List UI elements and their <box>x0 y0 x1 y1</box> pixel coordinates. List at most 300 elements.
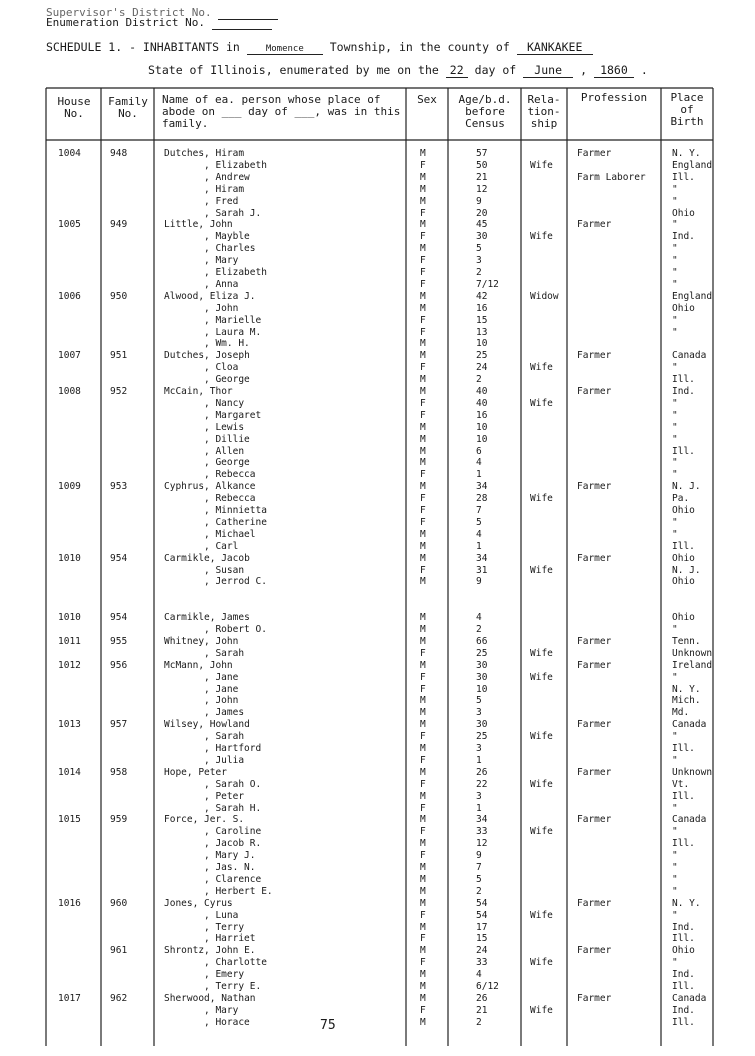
col-header-relationship: Rela- tion- ship <box>527 93 561 130</box>
birthplace-value: Ill. <box>672 540 695 552</box>
sex-value: M <box>420 981 426 992</box>
table-row <box>0 803 755 815</box>
sex-value: F <box>420 326 426 338</box>
person-name: , Rebecca <box>204 469 256 481</box>
profession-value: Farmer <box>577 659 612 671</box>
birthplace-value: Ind. <box>672 231 695 243</box>
age-value: 9 <box>476 850 482 862</box>
family-number: 950 <box>110 290 128 302</box>
person-name: , Harriet <box>204 933 256 945</box>
age-value: 12 <box>476 183 488 195</box>
age-value: 4 <box>476 457 482 469</box>
age-value: 7 <box>476 505 482 516</box>
table-row <box>0 457 755 469</box>
col-header-name: Name of ea. person whose place of abode on ___ day of ___, was in this family. <box>162 93 401 130</box>
table-row <box>0 684 755 696</box>
age-value: 7/12 <box>476 278 499 290</box>
sex-value: F <box>420 362 426 374</box>
age-value: 16 <box>476 302 488 314</box>
table-row <box>0 184 755 196</box>
sex-value: F <box>420 159 426 171</box>
age-value: 28 <box>476 493 488 505</box>
relationship-value: Wife <box>530 159 553 171</box>
table-row <box>0 791 755 803</box>
person-name: , Marielle <box>204 314 262 326</box>
relationship-value: Wife <box>530 826 553 838</box>
birthplace-value: Ill. <box>672 445 695 457</box>
family-number: 962 <box>110 992 128 1004</box>
birthplace-value: N. Y. <box>672 148 701 159</box>
sex-value: M <box>420 969 426 981</box>
table-row <box>0 374 755 386</box>
birthplace-value: Ohio <box>672 576 695 588</box>
person-name: Sherwood, Nathan <box>164 992 256 1004</box>
age-value: 12 <box>476 838 488 850</box>
supervisor-label: Supervisor's District No. <box>46 6 212 19</box>
age-value: 45 <box>476 219 488 231</box>
person-name: , Jane <box>204 683 239 695</box>
house-number: 1004 <box>58 148 81 159</box>
sex-value: F <box>420 397 426 409</box>
age-value: 9 <box>476 195 482 207</box>
relationship-value: Wife <box>530 231 553 243</box>
birthplace-value: " <box>672 624 678 635</box>
sex-value: M <box>420 421 426 433</box>
table-row <box>0 243 755 255</box>
table-row <box>0 767 755 779</box>
person-name: Hope, Peter <box>164 766 227 778</box>
person-name: , Robert O. <box>204 624 267 635</box>
table-row <box>0 315 755 327</box>
age-value: 2 <box>476 267 482 278</box>
age-value: 3 <box>476 707 482 719</box>
table-row <box>0 469 755 481</box>
year-value: 1860 <box>594 63 634 78</box>
relationship-value: Wife <box>530 778 553 790</box>
birthplace-value: " <box>672 183 678 195</box>
age-value: 5 <box>476 873 482 885</box>
table-row <box>0 695 755 707</box>
sex-value: M <box>420 540 426 552</box>
col-header-sex: Sex <box>417 93 437 106</box>
age-value: 7 <box>476 862 482 873</box>
enumeration-label: Enumeration District No. <box>46 16 205 29</box>
sex-value: M <box>420 302 426 314</box>
profession-value: Farmer <box>577 897 612 909</box>
profession-value: Farmer <box>577 635 612 647</box>
sex-value: M <box>420 528 426 540</box>
birthplace-value: Ohio <box>672 612 695 624</box>
sex-value: F <box>420 731 426 743</box>
age-value: 20 <box>476 207 488 219</box>
table-row <box>0 945 755 957</box>
house-number: 1005 <box>58 219 81 231</box>
table-row <box>0 826 755 838</box>
sex-value: M <box>420 290 426 302</box>
birthplace-value: Ohio <box>672 945 695 957</box>
sex-value: F <box>420 778 426 790</box>
age-value: 2 <box>476 885 482 897</box>
birthplace-value: " <box>672 671 678 683</box>
family-number: 954 <box>110 612 128 624</box>
person-name: , Charles <box>204 243 256 255</box>
birthplace-value: Canada <box>672 814 707 826</box>
township-suffix: Township, in the county of <box>329 40 510 54</box>
birthplace-value: Ill. <box>672 1016 695 1028</box>
person-name: Wilsey, Howland <box>164 719 250 731</box>
person-name: , Dillie <box>204 433 250 445</box>
table-row <box>0 624 755 636</box>
person-name: , Susan <box>204 564 245 576</box>
table-row <box>0 279 755 291</box>
table-row <box>0 160 755 172</box>
sex-value: F <box>420 671 426 683</box>
family-number: 958 <box>110 766 128 778</box>
table-row <box>0 648 755 660</box>
table-row <box>0 1005 755 1017</box>
person-name: , Sarah H. <box>204 802 262 814</box>
sex-value: M <box>420 885 426 897</box>
age-value: 10 <box>476 421 488 433</box>
house-number: 1006 <box>58 290 81 302</box>
age-value: 21 <box>476 171 488 183</box>
birthplace-value: " <box>672 528 678 540</box>
person-name: , Clarence <box>204 873 262 885</box>
sex-value: M <box>420 183 426 195</box>
birthplace-value: " <box>672 850 678 862</box>
sex-value: M <box>420 552 426 564</box>
sex-value: M <box>420 814 426 826</box>
person-name: Dutches, Hiram <box>164 148 245 159</box>
age-value: 42 <box>476 290 488 302</box>
sex-value: M <box>420 433 426 445</box>
state-line: State of Illinois, enumerated by me on the 22 day of June , 1860 . <box>148 63 648 77</box>
age-value: 30 <box>476 231 488 243</box>
table-row <box>0 338 755 350</box>
birthplace-value: " <box>672 255 678 267</box>
table-row <box>0 196 755 208</box>
age-value: 40 <box>476 397 488 409</box>
table-row <box>0 755 755 767</box>
sex-value: M <box>420 219 426 231</box>
person-name: , John <box>204 695 239 707</box>
table-row <box>0 505 755 517</box>
age-value: 54 <box>476 909 488 921</box>
person-name: , Elizabeth <box>204 267 267 278</box>
person-name: Carmikle, Jacob <box>164 552 250 564</box>
birthplace-value: N. J. <box>672 564 701 576</box>
sex-value: F <box>420 564 426 576</box>
person-name: Shrontz, John E. <box>164 945 256 957</box>
person-name: Force, Jer. S. <box>164 814 245 826</box>
house-number: 1007 <box>58 350 81 362</box>
table-row <box>0 208 755 220</box>
relationship-value: Wife <box>530 362 553 374</box>
birthplace-value: N. Y. <box>672 897 701 909</box>
table-row <box>0 517 755 529</box>
age-value: 25 <box>476 647 488 659</box>
sex-value: M <box>420 338 426 350</box>
relationship-value: Wife <box>530 397 553 409</box>
table-row <box>0 481 755 493</box>
age-value: 40 <box>476 386 488 397</box>
birthplace-value: " <box>672 433 678 445</box>
person-name: , Allen <box>204 445 245 457</box>
birthplace-value: " <box>672 862 678 873</box>
age-value: 22 <box>476 778 488 790</box>
age-value: 33 <box>476 957 488 969</box>
profession-value: Farmer <box>577 350 612 362</box>
table-row <box>0 1017 755 1029</box>
person-name: , Fred <box>204 195 239 207</box>
family-number: 959 <box>110 814 128 826</box>
age-value: 54 <box>476 897 488 909</box>
person-name: , Wm. H. <box>204 338 250 350</box>
table-row <box>0 588 755 600</box>
person-name: , Jas. N. <box>204 862 256 873</box>
age-value: 9 <box>476 576 482 588</box>
person-name: , Herbert E. <box>204 885 273 897</box>
profession-value: Farmer <box>577 148 612 159</box>
family-number: 951 <box>110 350 128 362</box>
age-value: 34 <box>476 481 488 493</box>
table-row <box>0 398 755 410</box>
family-number: 952 <box>110 386 128 397</box>
table-row <box>0 255 755 267</box>
birthplace-value: " <box>672 243 678 255</box>
sex-value: M <box>420 576 426 588</box>
person-name: , Sarah <box>204 647 245 659</box>
sex-value: F <box>420 267 426 278</box>
profession-value: Farmer <box>577 219 612 231</box>
person-name: , Charlotte <box>204 957 267 969</box>
birthplace-value: " <box>672 957 678 969</box>
person-name: , Peter <box>204 790 245 802</box>
profession-value: Farmer <box>577 481 612 493</box>
person-name: , Lewis <box>204 421 245 433</box>
birthplace-value: Unknown <box>672 766 713 778</box>
person-name: , Elizabeth <box>204 159 267 171</box>
birthplace-value: Ind. <box>672 921 695 933</box>
age-value: 15 <box>476 933 488 945</box>
age-value: 34 <box>476 552 488 564</box>
family-number: 956 <box>110 659 128 671</box>
relationship-value: Wife <box>530 957 553 969</box>
profession-value: Farmer <box>577 992 612 1004</box>
table-row <box>0 838 755 850</box>
table-row <box>0 350 755 362</box>
age-value: 3 <box>476 790 482 802</box>
birthplace-value: " <box>672 754 678 766</box>
age-value: 30 <box>476 671 488 683</box>
birthplace-value: Canada <box>672 350 707 362</box>
sex-value: F <box>420 683 426 695</box>
person-name: , Hiram <box>204 183 245 195</box>
sex-value: M <box>420 707 426 719</box>
family-number: 961 <box>110 945 128 957</box>
birthplace-value: " <box>672 397 678 409</box>
birthplace-value: N. Y. <box>672 683 701 695</box>
birthplace-value: " <box>672 219 678 231</box>
person-name: , Carl <box>204 540 239 552</box>
month-value: June <box>523 63 573 78</box>
sex-value: F <box>420 231 426 243</box>
table-row <box>0 898 755 910</box>
age-value: 5 <box>476 243 482 255</box>
sex-value: M <box>420 148 426 159</box>
age-value: 31 <box>476 564 488 576</box>
table-row <box>0 660 755 672</box>
family-number: 953 <box>110 481 128 493</box>
birthplace-value: " <box>672 731 678 743</box>
schedule-prefix: SCHEDULE 1. - INHABITANTS in <box>46 40 240 54</box>
col-header-birth: Place of Birth <box>670 91 704 128</box>
relationship-value: Wife <box>530 909 553 921</box>
birthplace-value: Tenn. <box>672 635 701 647</box>
profession-value: Farmer <box>577 386 612 397</box>
person-name: , Jacob R. <box>204 838 262 850</box>
sex-value: M <box>420 243 426 255</box>
person-name: Dutches, Joseph <box>164 350 250 362</box>
table-row <box>0 386 755 398</box>
table-row <box>0 612 755 624</box>
table-row <box>0 565 755 577</box>
sex-value: M <box>420 386 426 397</box>
sex-value: M <box>420 624 426 635</box>
person-name: , Michael <box>204 528 256 540</box>
sex-value: M <box>420 945 426 957</box>
person-name: , James <box>204 707 245 719</box>
table-row <box>0 886 755 898</box>
table-row <box>0 576 755 588</box>
person-name: , Rebecca <box>204 493 256 505</box>
age-value: 6 <box>476 445 482 457</box>
house-number: 1011 <box>58 635 81 647</box>
birthplace-value: " <box>672 909 678 921</box>
age-value: 25 <box>476 350 488 362</box>
day-value: 22 <box>446 63 468 78</box>
birthplace-value: " <box>672 516 678 528</box>
house-number: 1016 <box>58 897 81 909</box>
profession-value: Farm Laborer <box>577 171 646 183</box>
table-row <box>0 814 755 826</box>
person-name: , Jerrod C. <box>204 576 267 588</box>
profession-value: Farmer <box>577 814 612 826</box>
birthplace-value: Pa. <box>672 493 690 505</box>
day-word: day of <box>474 63 517 77</box>
age-value: 1 <box>476 540 482 552</box>
table-row <box>0 434 755 446</box>
house-number: 1015 <box>58 814 81 826</box>
table-row <box>0 933 755 945</box>
table-row <box>0 743 755 755</box>
sex-value: F <box>420 933 426 945</box>
house-number: 1012 <box>58 659 81 671</box>
sex-value: F <box>420 255 426 267</box>
table-row <box>0 922 755 934</box>
table-row <box>0 493 755 505</box>
birthplace-value: Mich. <box>672 695 701 707</box>
sex-value: F <box>420 1004 426 1016</box>
age-value: 5 <box>476 516 482 528</box>
table-row <box>0 981 755 993</box>
house-number: 1010 <box>58 612 81 624</box>
person-name: , George <box>204 457 250 469</box>
col-header-age: Age/b.d. before Census <box>458 93 512 130</box>
house-number: 1017 <box>58 992 81 1004</box>
sex-value: M <box>420 350 426 362</box>
age-value: 15 <box>476 314 488 326</box>
age-value: 10 <box>476 433 488 445</box>
birthplace-value: Ill. <box>672 743 695 754</box>
sex-value: M <box>420 659 426 671</box>
sex-value: M <box>420 374 426 386</box>
age-value: 10 <box>476 338 488 350</box>
sex-value: F <box>420 826 426 838</box>
house-number: 1013 <box>58 719 81 731</box>
sex-value: M <box>420 766 426 778</box>
age-value: 4 <box>476 528 482 540</box>
age-value: 2 <box>476 374 482 386</box>
birthplace-value: " <box>672 278 678 290</box>
birthplace-value: " <box>672 362 678 374</box>
birthplace-value: Ohio <box>672 552 695 564</box>
birthplace-value: " <box>672 409 678 421</box>
age-value: 26 <box>476 766 488 778</box>
relationship-value: Wife <box>530 1004 553 1016</box>
relationship-value: Wife <box>530 564 553 576</box>
age-value: 16 <box>476 409 488 421</box>
sex-value: F <box>420 278 426 290</box>
family-number: 955 <box>110 635 128 647</box>
age-value: 33 <box>476 826 488 838</box>
age-value: 13 <box>476 326 488 338</box>
sex-value: M <box>420 873 426 885</box>
sex-value: M <box>420 992 426 1004</box>
person-name: Whitney, John <box>164 635 239 647</box>
profession-value: Farmer <box>577 945 612 957</box>
sex-value: F <box>420 647 426 659</box>
table-row <box>0 541 755 553</box>
sex-value: M <box>420 719 426 731</box>
birthplace-value: Ohio <box>672 207 695 219</box>
sex-value: F <box>420 409 426 421</box>
table-row <box>0 553 755 565</box>
county-value: KANKAKEE <box>517 40 593 55</box>
table-row <box>0 529 755 541</box>
table-row <box>0 600 755 612</box>
birthplace-value: Ill. <box>672 933 695 945</box>
sex-value: M <box>420 695 426 707</box>
table-row <box>0 874 755 886</box>
person-name: , Andrew <box>204 171 250 183</box>
table-row <box>0 672 755 684</box>
person-name: , Sarah O. <box>204 778 262 790</box>
relationship-value: Wife <box>530 647 553 659</box>
birthplace-value: N. J. <box>672 481 701 493</box>
age-value: 2 <box>476 1016 482 1028</box>
birthplace-value: Ohio <box>672 302 695 314</box>
age-value: 10 <box>476 683 488 695</box>
birthplace-value: Ind. <box>672 969 695 981</box>
birthplace-value: " <box>672 469 678 481</box>
person-name: Carmikle, James <box>164 612 250 624</box>
birthplace-value: England <box>672 159 713 171</box>
age-value: 30 <box>476 659 488 671</box>
sex-value: F <box>420 314 426 326</box>
birthplace-value: Ohio <box>672 505 695 516</box>
person-name: , Mary <box>204 1004 239 1016</box>
